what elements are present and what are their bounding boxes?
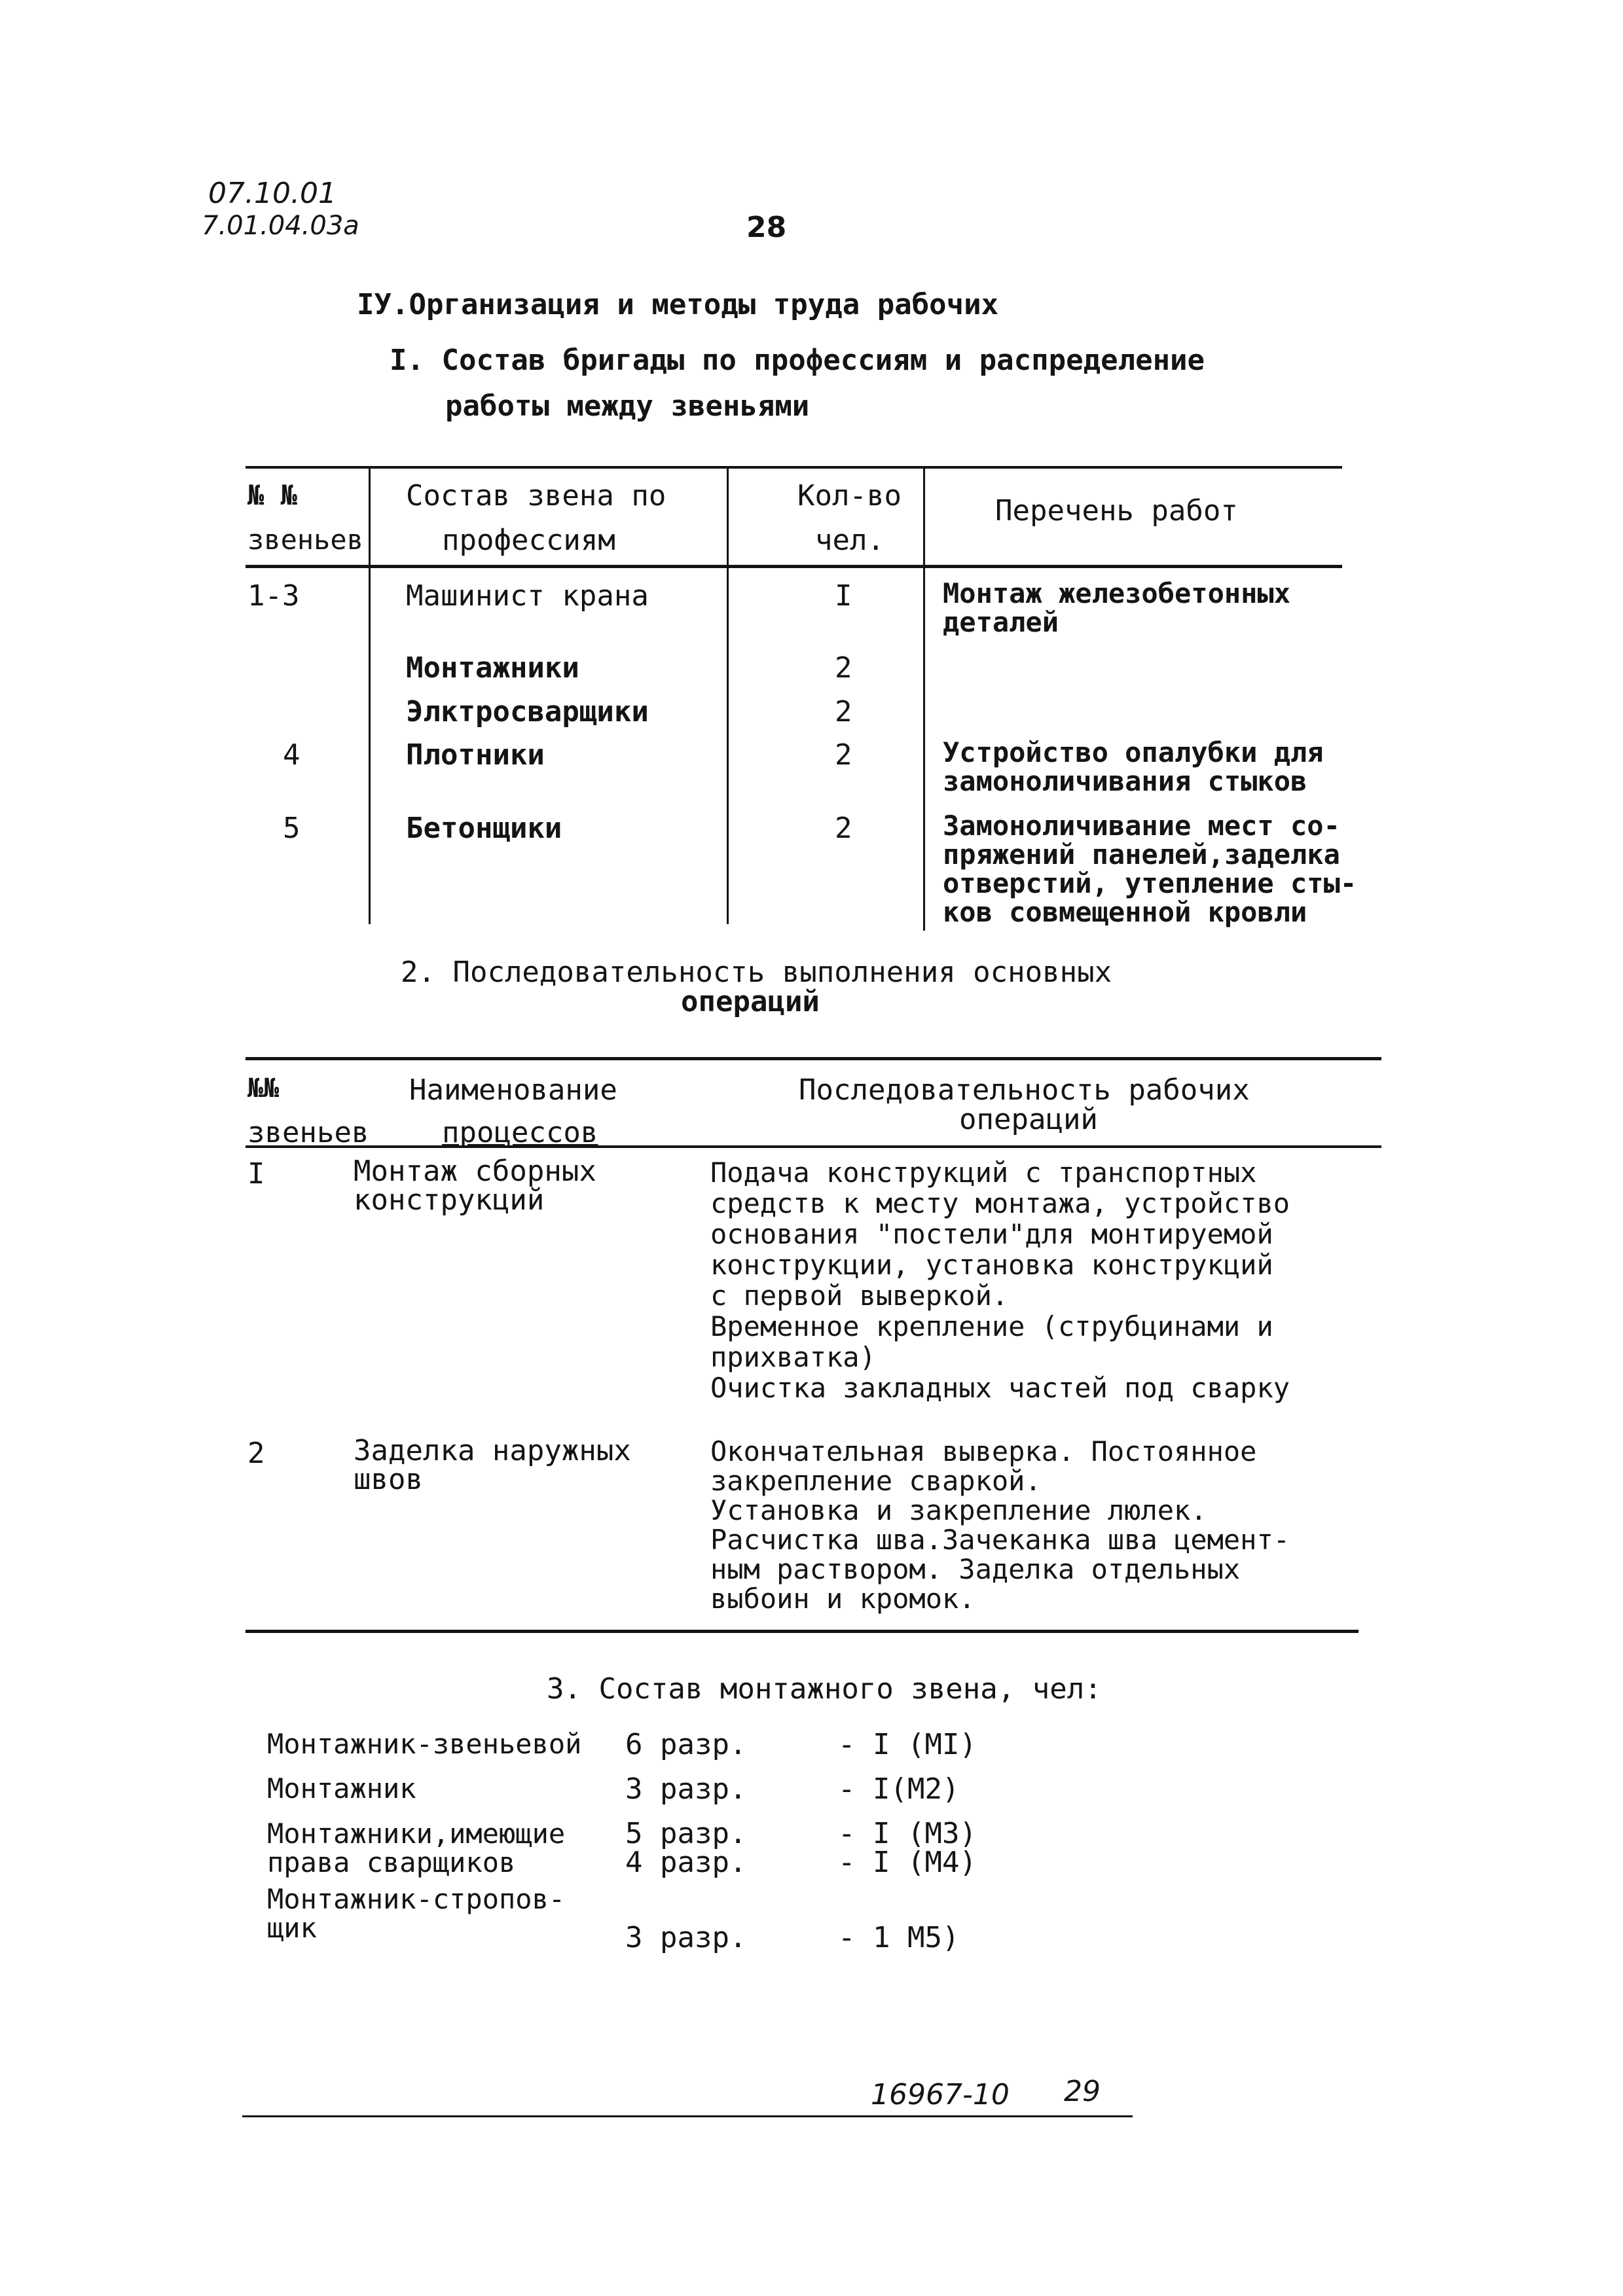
table1-row5-work-line: пряжений панелей,заделка	[943, 838, 1340, 870]
crew-row3-name-line: права сварщиков	[267, 1846, 516, 1878]
crew-row4-name	[267, 1885, 565, 1943]
table1-caption-line2: работы между звеньями	[445, 389, 810, 423]
table2-caption-line1: 2. Последовательность выполнения основных	[401, 956, 1112, 989]
crew-row2-grade: 3 разр.	[625, 1772, 747, 1806]
table2-row1-process-line: конструкций	[354, 1183, 545, 1217]
table1-header-rule	[246, 565, 1342, 568]
crew-row3-grade-line: 5 разр.	[625, 1817, 747, 1850]
table2-row1-ops-line: Подача конструкций с транспортных	[710, 1157, 1257, 1189]
table2-bottom-rule	[246, 1630, 1359, 1633]
table1-row4-work-line: замоноличивания стыков	[943, 765, 1307, 797]
crew-row3-name	[267, 1820, 565, 1877]
table2-row1-ops-line: средств к месту монтажа, устройство	[710, 1187, 1290, 1219]
table1-row1-prof: Машинист крана	[406, 579, 649, 613]
table2-row2-process-line: швов	[354, 1463, 423, 1496]
table2-header-ops-line2: операций	[959, 1103, 1098, 1136]
crew-row4-name-line: Монтажник-стропов-	[267, 1883, 566, 1915]
table2-top-rule	[246, 1057, 1381, 1060]
table1-row1-work-line: деталей	[943, 606, 1059, 638]
table2-header-proc-line2: процессов	[442, 1116, 598, 1149]
table1-row2-prof: Монтажники	[406, 651, 579, 685]
table1-top-rule	[246, 466, 1342, 469]
table2-row1-process-line: Монтаж сборных	[354, 1155, 596, 1188]
crew-row3-grade	[625, 1817, 747, 1879]
section3-title: 3. Состав монтажного звена, чел:	[547, 1672, 1102, 1706]
table1-header-num-line1: № №	[247, 479, 297, 511]
crew-row3-grade-line: 4 разр.	[625, 1846, 747, 1879]
table2-row2-ops-line: Расчистка шва.Зачеканка шва цемент-	[710, 1524, 1290, 1556]
crew-row4-code: - 1 M5)	[838, 1921, 960, 1954]
table2-row2-ops-line: Установка и закрепление люлек.	[710, 1494, 1207, 1526]
footer-page: 29	[1064, 2075, 1101, 2108]
crew-row3-code-line: - I (M4)	[838, 1846, 977, 1879]
table1-divider-3	[923, 466, 925, 931]
table2-row1-ops-line: конструкции, установка конструкций	[710, 1249, 1273, 1281]
table1-row4-num: 4	[283, 738, 301, 772]
table1-row4-count: 2	[835, 738, 852, 772]
table1-row2-count: 2	[835, 651, 852, 685]
footer-stamp: 16967-10	[871, 2078, 1010, 2111]
table2-row2-ops	[710, 1437, 1290, 1613]
table2-row1-ops-line: с первой выверкой.	[710, 1280, 1009, 1312]
table2-row1-ops	[710, 1157, 1290, 1403]
crew-row4-grade: 3 разр.	[625, 1921, 747, 1954]
table1-row3-prof: Элктросварщики	[406, 695, 649, 728]
table2-row2-process-line: Заделка наружных	[354, 1434, 631, 1467]
crew-row3-name-line: Монтажники,имеющие	[267, 1818, 566, 1850]
crew-row3-code	[838, 1817, 977, 1879]
table2-row2-ops-line: закрепление сваркой.	[710, 1465, 1042, 1497]
table1-row5-num: 5	[283, 812, 301, 845]
table2-row2-ops-line: ным раствором. Заделка отдельных	[710, 1553, 1241, 1585]
table2-caption-line2: операций	[681, 985, 820, 1018]
table1-row3-count: 2	[835, 695, 852, 728]
table1-header-num-line2: звеньев	[247, 524, 364, 556]
section-title: IУ.Организация и методы труда рабочих	[357, 288, 999, 321]
crew-row2-code: - I(M2)	[838, 1772, 960, 1806]
table1-header-count-line2: чел.	[815, 524, 884, 557]
table1-row4-work	[943, 738, 1324, 796]
page-number: 28	[746, 211, 787, 244]
table1-row5-work-line: отверстий, утепление сты-	[943, 867, 1357, 899]
table1-row5-work-line: ков совмещенной кровли	[943, 896, 1307, 928]
table1-header-prof-line2: профессиям	[442, 524, 615, 557]
table1-row4-prof: Плотники	[406, 738, 545, 772]
table1-header-count-line1: Кол-во	[797, 479, 902, 512]
table1-caption-line1: I. Состав бригады по профессиям и распределение	[390, 344, 1205, 377]
table2-row2-ops-line: выбоин и кромок.	[710, 1583, 976, 1615]
table2-row1-num: I	[247, 1157, 265, 1191]
table2-row1-ops-line: прихватка)	[710, 1341, 876, 1373]
table1-row5-work-line: Замоноличивание мест со-	[943, 810, 1340, 842]
crew-row1-code: - I (MI)	[838, 1728, 977, 1761]
table1-row5-work	[943, 812, 1357, 927]
table2-header-rule	[246, 1145, 1381, 1148]
table1-row5-count: 2	[835, 812, 852, 845]
table2-row2-process	[354, 1434, 631, 1496]
table1-row1-work-line: Монтаж железобетонных	[943, 577, 1291, 609]
footer-rule	[242, 2115, 1133, 2117]
table2-row2-num: 2	[247, 1437, 265, 1470]
table1-row1-count: I	[835, 579, 852, 613]
table2-header-ops-line1: Последовательность рабочих	[799, 1073, 1250, 1107]
table1-row4-work-line: Устройство опалубки для	[943, 736, 1324, 768]
doc-code-line1: 07.10.01	[208, 177, 337, 210]
table1-row1-work	[943, 579, 1290, 637]
table1-divider-1	[369, 466, 371, 924]
crew-row3-code-line: - I (M3)	[838, 1817, 977, 1850]
table1-row1-num: 1-3	[247, 579, 300, 613]
table2-header-num-line1: №№	[247, 1073, 280, 1103]
crew-row4-name-line: щик	[267, 1912, 317, 1944]
table1-header-prof-line1: Состав звена по	[406, 479, 666, 512]
table1-divider-2	[727, 466, 729, 924]
table2-header-num-line2: звеньев	[247, 1116, 369, 1149]
table2-row1-ops-line: основания "постели"для монтируемой	[710, 1218, 1273, 1250]
table2-row1-ops-line: Временное крепление (струбцинами и	[710, 1310, 1273, 1342]
table1-row5-prof: Бетонщики	[406, 812, 562, 845]
table2-row1-ops-line: Очистка закладных частей под сварку	[710, 1372, 1290, 1404]
doc-code-line2: 7.01.04.03а	[202, 211, 359, 241]
crew-row2-name: Монтажник	[267, 1772, 416, 1804]
table2-row1-process	[354, 1157, 596, 1215]
crew-row1-grade: 6 разр.	[625, 1728, 747, 1761]
table2-row2-ops-line: Окончательная выверка. Постоянное	[710, 1435, 1257, 1467]
table1-header-works: Перечень работ	[995, 494, 1238, 528]
table2-header-proc-line1: Наименование	[409, 1073, 617, 1107]
crew-row1-name: Монтажник-звеньевой	[267, 1728, 582, 1760]
